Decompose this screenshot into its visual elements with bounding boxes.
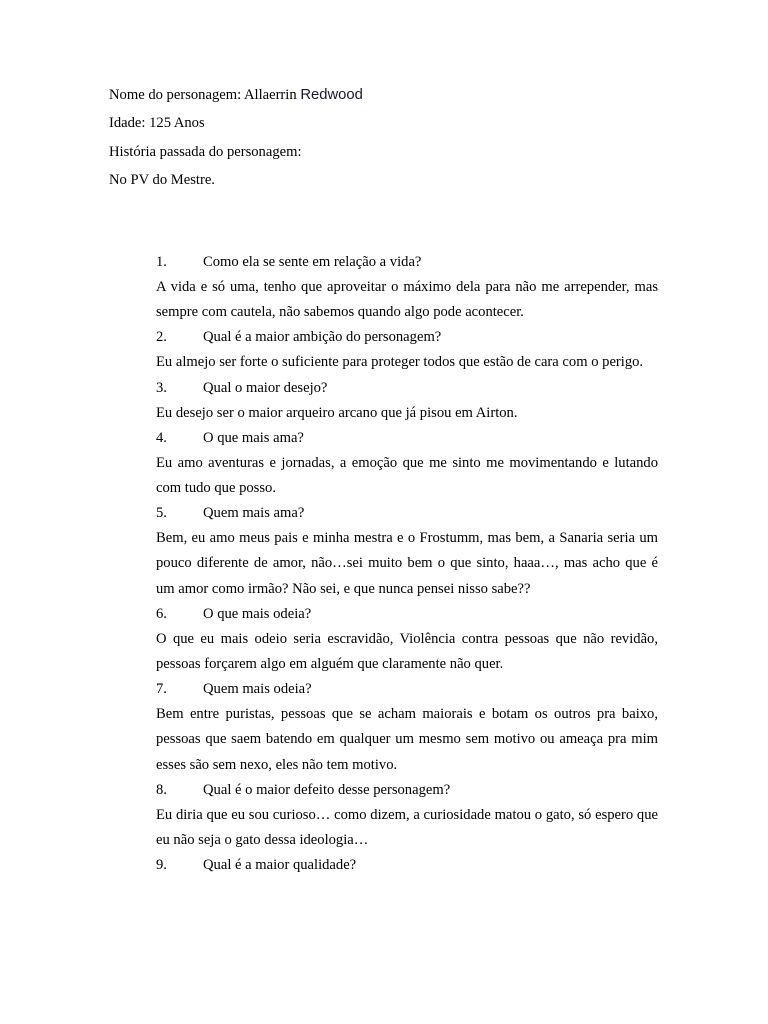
name-label: Nome do personagem: [109,87,244,103]
question-3 [156,376,658,401]
question-text: Quem mais ama? [203,505,305,522]
answer-1: A vida e só uma, tenho que aproveitar o máximo dela para não me arrepender, mas sempre com cautela, não sabemos quando algo pode acontecer. [156,279,658,321]
question-number: 3. [156,379,167,396]
surname: Redwood [300,87,363,103]
history-note: No PV do Mestre. [109,172,215,189]
question-4 [156,426,658,451]
answer-4: Eu amo aventuras e jornadas, a emoção que me sinto me movimentando e lutando com tudo que posso. [156,454,658,497]
history-label: História passada do personagem: [109,143,302,160]
question-number: 9. [156,857,167,874]
question-8 [156,778,658,803]
question-text: Qual é a maior ambição do personagem? [203,329,442,346]
question-6 [156,602,658,627]
question-text: Qual é a maior qualidade? [203,857,357,874]
character-header [109,84,669,198]
question-number: 8. [156,781,167,798]
answer-7: Bem entre puristas, pessoas que se acham maiorais e botam os outros pra baixo, pessoas que saem batendo em qualquer um mesmo sem motivo ou ameaça pra mim esses são sem nexo, eles não tem motivo. [156,706,658,773]
questionnaire [156,250,658,878]
question-5 [156,501,658,526]
question-7 [156,677,658,702]
question-number: 1. [156,254,167,270]
question-1 [156,250,658,275]
question-number: 6. [156,605,167,622]
question-9 [156,853,658,878]
question-text: Qual é o maior defeito desse personagem? [203,781,451,798]
first-name: Allaerrin [243,87,297,103]
question-text: Qual o maior desejo? [203,379,328,396]
question-number: 4. [156,429,167,446]
question-number: 5. [156,505,167,522]
answer-8: Eu diria que eu sou curioso… como dizem, a curiosidade matou o gato, só espero que eu não seja o gato dessa ideologia… [156,806,658,849]
question-text: O que mais ama? [203,429,304,446]
answer-5: Bem, eu amo meus pais e minha mestra e o Frostumm, mas bem, a Sanaria seria um pouco diferente de amor, não…sei muito bem o que sinto, haaa…, mas acho que é um amor como irmão? Não sei, e que nunca pensei nisso sabe?? [156,530,658,597]
question-number: 7. [156,681,167,698]
answer-2: Eu almejo ser forte o suficiente para proteger todos que estão de cara com o perigo. [156,354,644,371]
question-text: O que mais odeia? [203,605,312,622]
answer-3: Eu desejo ser o maior arqueiro arcano que já pisou em Airton. [156,404,518,421]
question-text: Como ela se sente em relação a vida? [203,254,422,270]
age-line: Idade: 125 Anos [109,115,205,132]
question-number: 2. [156,329,167,346]
answer-6: O que eu mais odeio seria escravidão, Violência contra pessoas que não revidão, pessoas forçarem algo em alguém que claramente não quer. [156,630,658,673]
question-2 [156,325,658,350]
character-name-line [109,84,669,112]
question-text: Quem mais odeia? [203,681,312,698]
